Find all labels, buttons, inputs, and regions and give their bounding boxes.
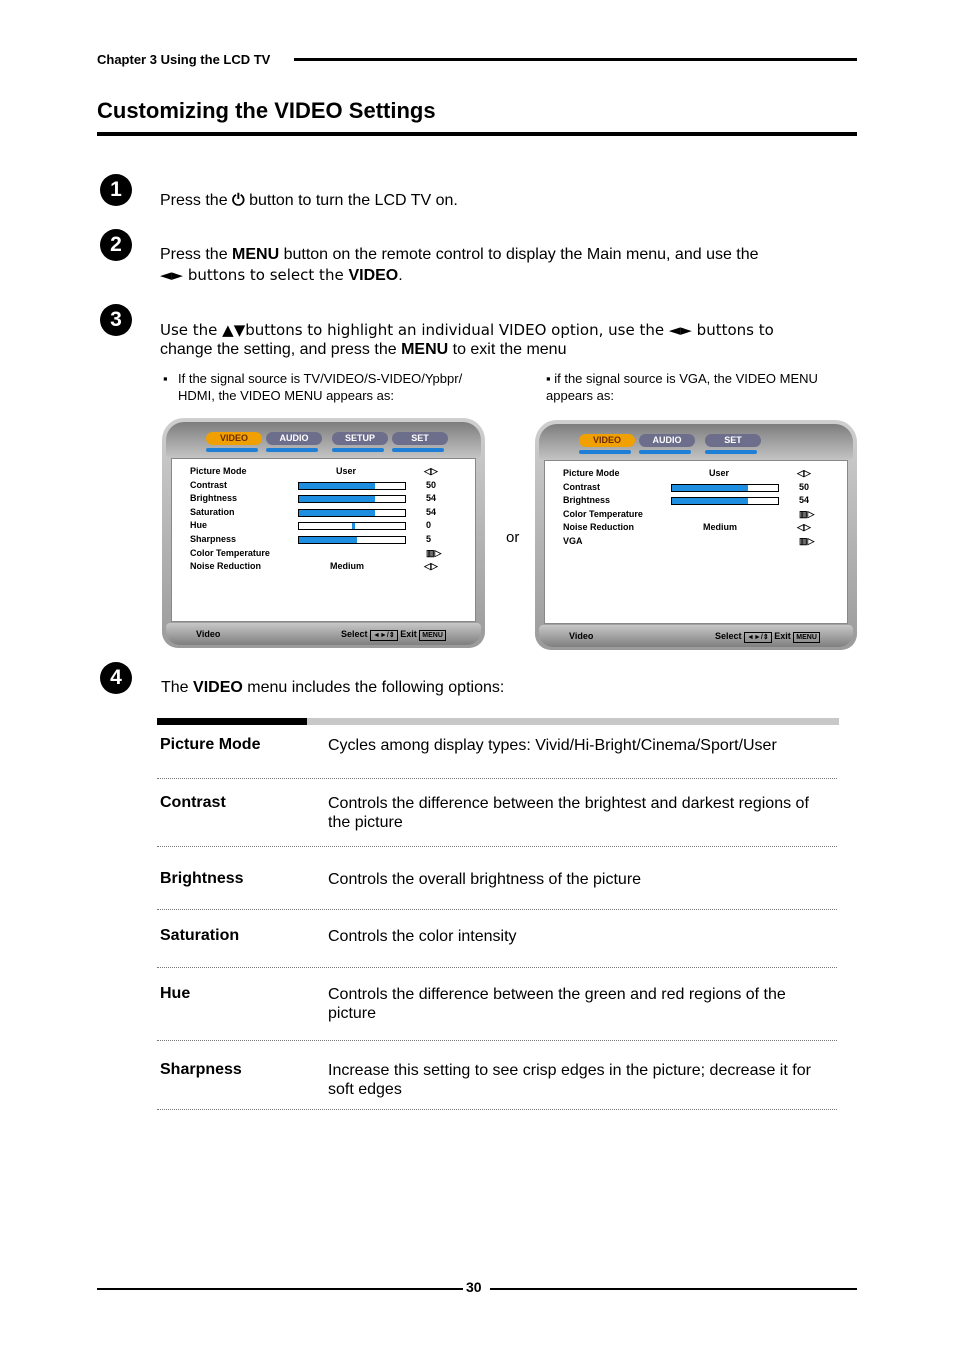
option-description <box>328 736 828 755</box>
tv-menu-tabbar <box>166 422 481 458</box>
menu-row-slider[interactable] <box>671 484 779 492</box>
menu-key-icon: MENU <box>793 632 820 643</box>
option-description-line: Increase this setting to see crisp edges in the picture; decrease it for <box>328 1062 811 1079</box>
menu-row[interactable] <box>190 560 438 573</box>
menu-row[interactable] <box>190 465 438 478</box>
slider-fill <box>299 496 375 502</box>
option-description-line: Controls the difference between the green and red regions of the <box>328 986 786 1003</box>
step-2-line2-post: . <box>398 267 403 284</box>
table-top-rule-dark <box>157 718 307 725</box>
chapter-header: Chapter 3 Using the LCD TV <box>97 52 271 67</box>
menu-row[interactable] <box>190 547 442 560</box>
header-rule <box>294 58 857 61</box>
note-left-line1: If the signal source is TV/VIDEO/S-VIDEO/Ypbpr/ <box>178 371 463 386</box>
footer-select <box>341 629 446 641</box>
tv-menu-panel <box>544 460 848 624</box>
table-row-divider <box>157 967 837 968</box>
step-2-post: button on the remote control to display the Main menu, and use the <box>279 246 759 263</box>
page-title: Customizing the VIDEO Settings <box>97 98 436 123</box>
step-number-2: 2 <box>100 229 132 261</box>
menu-row-label: Sharpness <box>190 534 237 544</box>
menu-row[interactable] <box>190 506 437 519</box>
note-left-line2: HDMI, the VIDEO MENU appears as: <box>178 388 395 403</box>
tab-video-label: VIDEO <box>579 434 635 447</box>
footer-exit-label: Exit <box>774 631 791 641</box>
slider-fill <box>299 537 357 543</box>
option-description <box>328 870 828 889</box>
title-rule <box>97 132 857 136</box>
footer-video-label: Video <box>196 629 221 639</box>
step-4-video: VIDEO <box>193 679 243 696</box>
option-description-line: Cycles among display types: Vivid/Hi-Bright/Cinema/Sport/User <box>328 737 777 754</box>
menu-row-label: Color Temperature <box>190 547 270 558</box>
option-description-line: Controls the color intensity <box>328 928 517 945</box>
tv-menu-av <box>162 418 485 648</box>
note-right <box>546 370 846 404</box>
table-row-divider <box>157 1109 837 1110</box>
step-1-pre: Press the <box>160 192 233 209</box>
menu-row-slider[interactable] <box>298 509 406 517</box>
step-2-menu: MENU <box>232 246 280 263</box>
menu-row-label: VGA <box>563 536 583 546</box>
menu-row-label: Contrast <box>563 481 601 492</box>
menu-row[interactable] <box>190 479 437 492</box>
option-description <box>328 927 828 946</box>
footer-exit-label: Exit <box>400 629 417 639</box>
step-2-pre: Press the <box>160 246 233 263</box>
menu-row[interactable] <box>563 481 810 494</box>
menu-row-slider[interactable] <box>298 482 406 490</box>
menu-row-label: Brightness <box>563 495 611 506</box>
option-description <box>328 985 828 1023</box>
submenu-enter-icon: ▥▷ <box>426 547 442 558</box>
option-description <box>328 1061 828 1099</box>
menu-row-label: Noise Reduction <box>563 522 635 533</box>
select-key-icon: ◄►/⇕ <box>744 632 772 643</box>
tab-underline <box>206 448 258 452</box>
option-description-line: picture <box>328 1005 377 1022</box>
option-description <box>328 794 828 832</box>
step-2-video: VIDEO <box>348 267 399 284</box>
option-name: Sharpness <box>160 1061 242 1078</box>
menu-row-value: 5 <box>426 534 432 544</box>
menu-row-value: 0 <box>426 520 432 531</box>
menu-row-label: Color Temperature <box>563 508 643 519</box>
step-3-line2-pre: change the setting, and press the <box>160 341 402 358</box>
menu-row-value: User <box>709 468 730 478</box>
note-left <box>178 370 508 404</box>
note-right-line2: appears as: <box>546 388 614 403</box>
option-name: Brightness <box>160 870 244 887</box>
slider-marker <box>352 523 355 529</box>
footer-select <box>715 631 820 643</box>
select-key-icon: ◄►/⇕ <box>370 630 398 641</box>
menu-row-label: Noise Reduction <box>190 561 262 572</box>
step-number-3: 3 <box>100 304 132 336</box>
tv-menu-footer <box>166 623 481 645</box>
tab-video-label: VIDEO <box>206 432 262 445</box>
menu-row-slider[interactable] <box>298 522 406 530</box>
note-right-line1: ▪ if the signal source is VGA, the VIDEO MENU <box>546 371 818 386</box>
menu-row-value: Medium <box>703 522 738 533</box>
footer-select-label: Select <box>341 629 368 639</box>
footer-rule-left <box>97 1288 463 1290</box>
tab-underline <box>639 450 691 454</box>
step-4-text <box>161 678 504 698</box>
menu-row-label: Hue <box>190 520 208 531</box>
left-right-arrows-icon: ◁▷ <box>424 466 438 476</box>
menu-row[interactable] <box>563 521 811 534</box>
tab-setup-label: SETUP <box>332 432 388 445</box>
menu-row[interactable] <box>190 519 432 532</box>
menu-row-value: 50 <box>799 481 810 492</box>
power-icon: ⏻ <box>232 190 245 209</box>
step-4-post: menu includes the following options: <box>242 679 505 696</box>
menu-row-label: Contrast <box>190 479 228 490</box>
tv-menu-vga <box>535 420 857 650</box>
step-3-line2-post: to exit the menu <box>448 341 567 358</box>
menu-row-value: User <box>336 466 357 476</box>
tab-underline <box>705 450 757 454</box>
menu-row-label: Saturation <box>190 506 235 517</box>
tab-underline <box>579 450 631 454</box>
menu-row-label: Picture Mode <box>190 466 247 476</box>
left-right-arrows-icon: ◁▷ <box>797 468 811 478</box>
option-description-line: Controls the overall brightness of the picture <box>328 871 642 888</box>
menu-row-slider[interactable] <box>298 495 406 503</box>
menu-row-value: 50 <box>426 479 437 490</box>
step-2-line2-pre: ◄► buttons to select the <box>160 266 349 284</box>
option-name: Picture Mode <box>160 736 261 753</box>
menu-row-value: 54 <box>799 495 810 506</box>
footer-rule-right <box>490 1288 857 1290</box>
left-right-arrows-icon: ◁▷ <box>797 522 811 533</box>
menu-row-label: Brightness <box>190 493 238 504</box>
tab-set-label: SET <box>392 432 448 445</box>
menu-row[interactable] <box>563 535 815 548</box>
note-left-bullet: ▪ <box>163 371 168 386</box>
table-row-divider <box>157 846 837 847</box>
submenu-enter-icon: ▥▷ <box>799 536 815 546</box>
slider-fill <box>299 483 375 489</box>
tab-audio-label: AUDIO <box>266 432 322 445</box>
step-1-text <box>160 190 458 211</box>
tab-underline <box>332 448 384 452</box>
option-name: Saturation <box>160 927 240 944</box>
option-name: Hue <box>160 985 191 1002</box>
slider-fill <box>672 498 748 504</box>
menu-row-value: Medium <box>330 561 365 572</box>
menu-row-slider[interactable] <box>671 497 779 505</box>
option-description-line: Controls the difference between the brightest and darkest regions of <box>328 795 809 812</box>
footer-video-label: Video <box>569 631 594 641</box>
table-row-divider <box>157 778 837 779</box>
slider-fill <box>299 510 375 516</box>
menu-key-icon: MENU <box>419 630 446 641</box>
step-3-line1: Use the ▲▼buttons to highlight an individual VIDEO option, use the ◄► buttons to <box>160 321 774 339</box>
tv-menu-panel <box>171 458 476 622</box>
submenu-enter-icon: ▥▷ <box>799 508 815 519</box>
footer-select-label: Select <box>715 631 742 641</box>
step-4-pre: The <box>161 679 194 696</box>
table-row-divider <box>157 1040 837 1041</box>
table-row-divider <box>157 909 837 910</box>
tv-menu-tabbar <box>539 424 853 460</box>
tv-menu-footer <box>539 625 853 647</box>
step-3-menu: MENU <box>401 341 449 358</box>
menu-row-value: 54 <box>426 506 437 517</box>
menu-row[interactable] <box>190 492 437 505</box>
or-text: or <box>506 529 520 546</box>
step-1-post: button to turn the LCD TV on. <box>244 192 458 209</box>
slider-fill <box>672 485 748 491</box>
menu-row[interactable] <box>563 494 810 507</box>
menu-row-label: Picture Mode <box>563 468 620 478</box>
menu-row-slider[interactable] <box>298 536 406 544</box>
option-description-line: the picture <box>328 814 403 831</box>
tab-set-label: SET <box>705 434 761 447</box>
tab-underline <box>266 448 318 452</box>
step-number-4: 4 <box>100 662 132 694</box>
step-number-1: 1 <box>100 174 132 206</box>
left-right-arrows-icon: ◁▷ <box>424 561 438 572</box>
menu-row[interactable] <box>563 508 815 521</box>
menu-row-value: 54 <box>426 493 437 504</box>
menu-row[interactable] <box>563 467 811 480</box>
page-number: 30 <box>466 1279 482 1295</box>
table-top-rule-light <box>307 718 839 725</box>
option-description-line: soft edges <box>328 1081 402 1098</box>
step-2-text <box>160 245 840 286</box>
menu-row[interactable] <box>190 533 432 546</box>
tab-underline <box>392 448 444 452</box>
option-name: Contrast <box>160 794 226 811</box>
tab-audio-label: AUDIO <box>639 434 695 447</box>
step-3-text <box>160 320 840 360</box>
